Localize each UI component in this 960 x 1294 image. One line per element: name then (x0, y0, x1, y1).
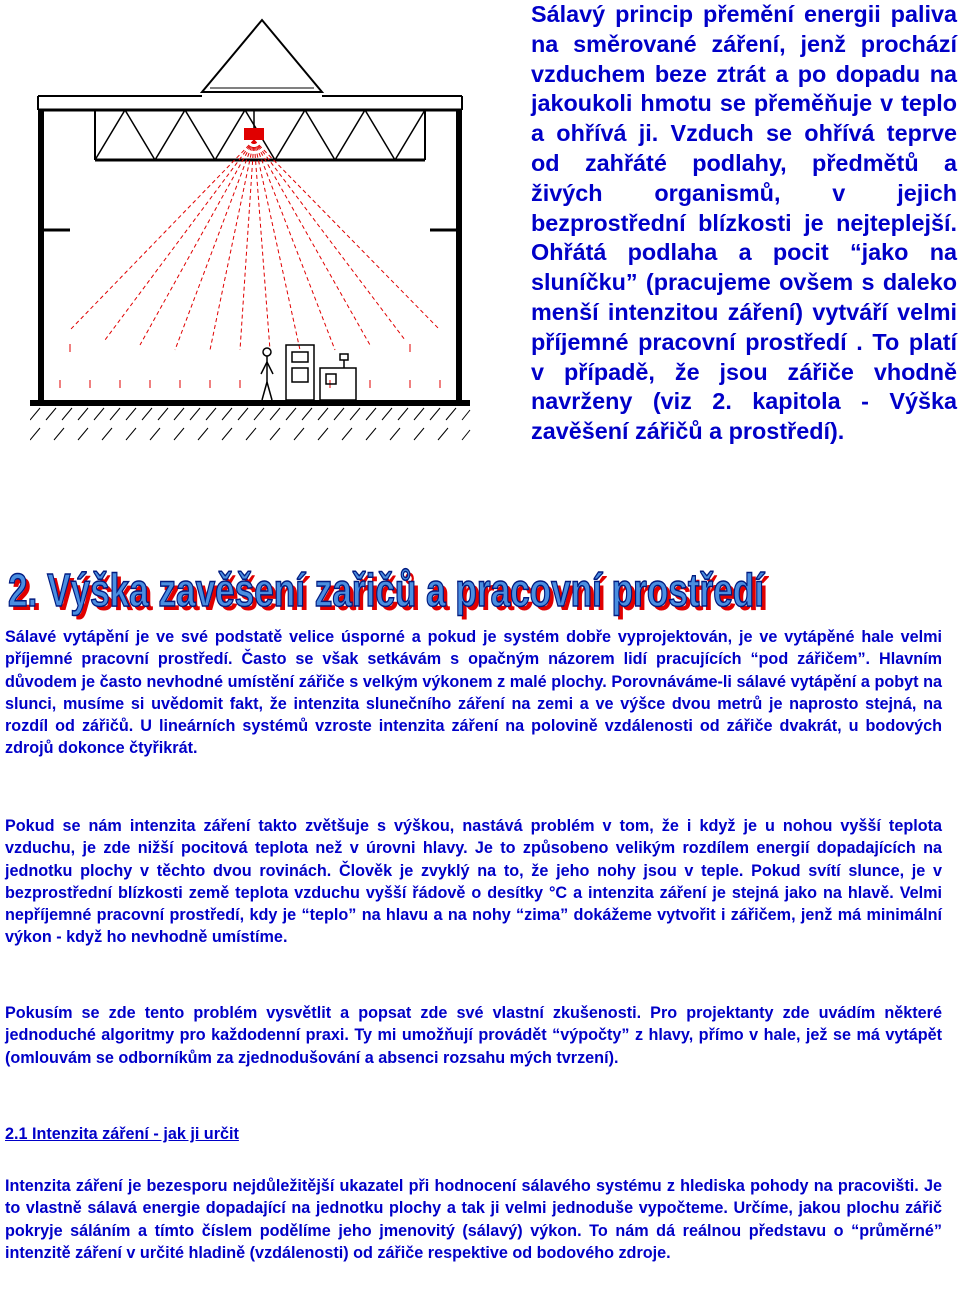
roof-skylight (202, 20, 322, 92)
hall-radiant-heating-illustration (30, 0, 480, 460)
hall-cross-section-drawing (30, 0, 480, 460)
radiation-rays (70, 140, 440, 350)
machine (286, 345, 356, 400)
left-wall (38, 110, 44, 400)
intro-paragraph: Sálavý princip přemění energii paliva na směrované záření, jenž prochází vzduchem beze ztrát a po dopadu na jakoukoli hmotu se přeměňuje v teplo a ohřívá ji. Vzduch se ohřívá teprve od zahřáté podlahy, předmětů a živých organismů, v jejich bezprostřední blízkosti je nejteplejší. Ohřátá podlaha a pocit “jako na sluníčku” (pracujeme ovšem s daleko menší intenzitou záření) vytváří velmi příjemné pracovní prostředí . To platí v případě, že jsou zářiče vhodně navrženy (viz 2. kapitola - Výška zavěšení zářičů a prostředí). (531, 1, 957, 445)
ground-hatching (30, 408, 470, 440)
floor-slab (30, 400, 470, 406)
right-wall (456, 110, 462, 400)
subsection-heading: 2.1 Intenzita záření - jak ji určit (5, 1125, 239, 1143)
radiant-heater (244, 128, 264, 140)
floor-heat-marks (60, 344, 440, 388)
paragraph-1: Sálavé vytápění je ve své podstatě velice úsporné a pokud je systém dobře vyprojektován, je ve vytápěné hale velmi příjemné pracovní prostředí. Často se však setkávám s opačným názorem lidí pracujících “pod zářičem”. Hlavním důvodem je často nevhodné umístění zářiče s velkým výkonem z malé plochy. Porovnáváme-li sálavé vytápění a pobyt na slunci, musíme si uvědomit fakt, že intenzita slunečního záření na zemi a ve výšce dvou metrů je naprosto stejná, na rozdíl od zářičů. U lineárních systémů vzroste intenzita záření na polovině vzdálenosti od zářiče dvakrát, u bodových zdrojů dokonce čtyřikrát. (5, 628, 942, 758)
section-heading-shadow: 2. Výška zavěšení zařičů a pracovní prostředí (12, 568, 770, 620)
paragraph-3: Pokusím se zde tento problém vysvětlit a popsat zde své vlastní zkušenosti. Pro projektanty zde uvádím některé jednoduché algoritmy pro každodenní praxi. Ty mi umožňují provádět “výpočty” z hlavy, přímo v hale, jež se má vytápět (omlouvám se odborníkům za zjednodušování a absenci rozsahu mých tvrzení). (5, 1004, 942, 1067)
section-heading-text: 2. Výška zavěšení zařičů a pracovní prostředí (8, 564, 766, 616)
worker-figure (261, 348, 273, 400)
paragraph-2: Pokud se nám intenzita záření takto zvětšuje s výškou, nastává problém v tom, že i když je u nohou vyšší teplota vzduchu, je zde nižší pocitová teplota než v úrovni hlavy. Je to způsobeno velikým rozdílem energií dopadajících na jednotku plochy v těchto dvou rovinách. Člověk je zvyklý na to, že jeho nohy jsou v teple. Pokud svítí slunce, je v bezprostřední blízkosti země teplota vzduchu vyšší řádově o desítky °C a intenzita záření je stejná jako na hlavě. Velmi nepříjemné pracovní prostředí, kdy je “teplo” na hlavu a na nohy “zima” dokážeme vytvořit i zářičem, jenž má minimální výkon - když ho nevhodně umístíme. (5, 817, 942, 947)
section-heading (6, 560, 786, 620)
paragraph-4: Intenzita záření je bezesporu nejdůležitější ukazatel při hodnocení sálavého systému z hlediska pohody na pracovišti. Je to vlastně sálavá energie dopadající na jednotku plochy a tak ji velmi jednoduše vypočteme. Určíme, jakou plochu zářič pokryje sáláním a tímto číslem podělíme jeho jmenovitý (sálavý) výkon. To nám dá reálnou představu o “průměrné” intenzitě záření v určité hladině (vzdálenosti) od zářiče respektive od bodového zdroje. (5, 1177, 942, 1262)
